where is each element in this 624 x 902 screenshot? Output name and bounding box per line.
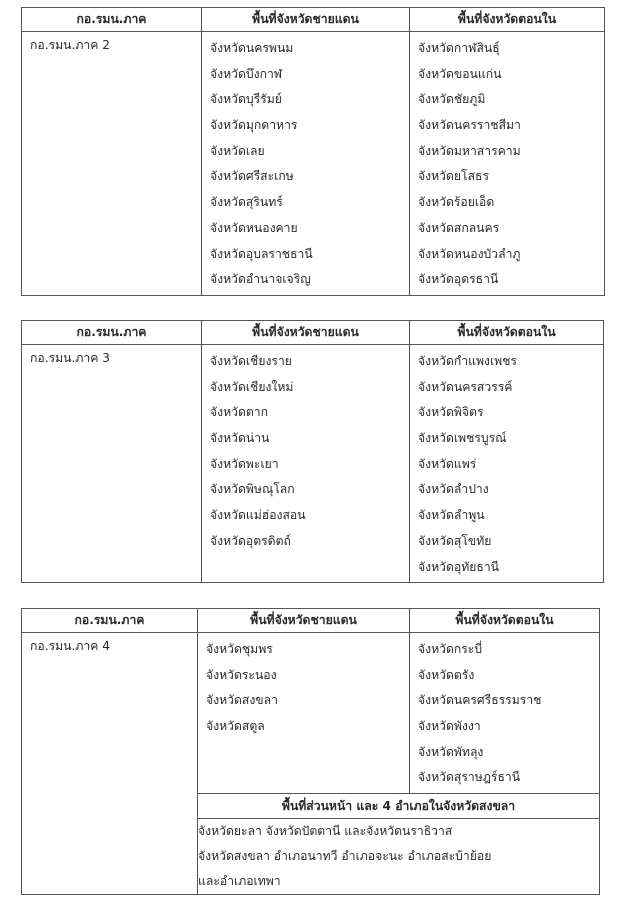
region-2-table [21, 7, 605, 296]
list-item: จังหวัดแม่ฮ่องสอน [210, 508, 306, 523]
inner-province-list [410, 32, 605, 296]
list-item: จังหวัดยโสธร [418, 169, 489, 184]
list-item: จังหวัดนครราชสีมา [418, 118, 521, 133]
header-region: กอ.รมน.ภาค [22, 609, 198, 633]
list-item: จังหวัดเชียงใหม่ [210, 379, 294, 394]
list-item: จังหวัดเลย [210, 143, 265, 158]
list-item: จังหวัดหนองคาย [210, 220, 298, 235]
border-province-list [198, 633, 410, 794]
list-item: จังหวัดตรัง [418, 667, 475, 682]
region-4-table [21, 608, 600, 895]
list-item: จังหวัดพะเยา [210, 456, 279, 471]
border-province-list [202, 32, 410, 296]
table-row [22, 32, 605, 296]
list-item: จังหวัดสตูล [206, 719, 265, 734]
list-item: จังหวัดระนอง [206, 667, 277, 682]
header-border-provinces: พื้นที่จังหวัดชายแดน [202, 321, 410, 345]
list-item: จังหวัดตาก [210, 405, 269, 420]
list-item: จังหวัดสุรินทร์ [210, 195, 283, 210]
list-item: จังหวัดขอนแก่น [418, 66, 502, 81]
region-name: กอ.รมน.ภาค 3 [22, 345, 202, 583]
list-item: จังหวัดพังงา [418, 719, 481, 734]
region-3-table [21, 320, 604, 583]
list-item: จังหวัดสงขลา อำเภอนาทวี อำเภอจะนะ อำเภอสะบ้าย้อย [198, 849, 492, 864]
list-item: จังหวัดนครสวรรค์ [418, 379, 513, 394]
header-inner-provinces: พื้นที่จังหวัดตอนใน [410, 609, 600, 633]
list-item: จังหวัดแพร่ [418, 456, 477, 471]
list-item: จังหวัดเชียงราย [210, 354, 292, 368]
list-item: และอำเภอเทพา [198, 874, 281, 889]
inner-province-list [410, 345, 604, 583]
table-header-row [22, 609, 600, 633]
inner-province-list [410, 633, 600, 794]
list-item: จังหวัดบึงกาฬ [210, 66, 283, 81]
list-item: จังหวัดอุตรดิตถ์ [210, 533, 291, 548]
list-item: จังหวัดบุรีรัมย์ [210, 92, 282, 107]
header-inner-provinces: พื้นที่จังหวัดตอนใน [410, 8, 605, 32]
list-item: จังหวัดมุกดาหาร [210, 118, 298, 133]
table-row [22, 633, 600, 794]
table-header-row [22, 8, 605, 32]
list-item: จังหวัดลำพูน [418, 508, 485, 523]
list-item: จังหวัดน่าน [210, 431, 270, 446]
header-border-provinces: พื้นที่จังหวัดชายแดน [202, 8, 410, 32]
list-item: จังหวัดนครพนม [210, 41, 294, 55]
list-item: จังหวัดกำแพงเพชร [418, 354, 517, 368]
table-header-row [22, 321, 604, 345]
sub-heading: พื้นที่ส่วนหน้า และ 4 อำเภอในจังหวัดสงขลา [198, 794, 600, 819]
list-item: จังหวัดพิจิตร [418, 405, 484, 420]
header-region: กอ.รมน.ภาค [22, 321, 202, 345]
list-item: จังหวัดกาฬสินธุ์ [418, 41, 500, 55]
list-item: จังหวัดหนองบัวลำภู [418, 246, 521, 261]
list-item: จังหวัดอุทัยธานี [418, 559, 499, 574]
list-item: จังหวัดมหาสารคาม [418, 143, 521, 158]
list-item: จังหวัดสกลนคร [418, 220, 500, 235]
list-item: จังหวัดสุราษฎร์ธานี [418, 770, 521, 785]
list-item: จังหวัดพัทลุง [418, 744, 484, 759]
region-name: กอ.รมน.ภาค 4 [22, 633, 198, 895]
list-item: จังหวัดนครศรีธรรมราช [418, 693, 542, 708]
list-item: จังหวัดกระบี่ [418, 642, 483, 656]
header-border-provinces: พื้นที่จังหวัดชายแดน [198, 609, 410, 633]
table-row [22, 345, 604, 583]
header-region: กอ.รมน.ภาค [22, 8, 202, 32]
list-item: จังหวัดพิษณุโลก [210, 482, 295, 497]
list-item: จังหวัดศรีสะเกษ [210, 169, 294, 184]
notes-list [198, 819, 600, 895]
list-item: จังหวัดร้อยเอ็ด [418, 195, 495, 210]
list-item: จังหวัดชุมพร [206, 642, 273, 656]
list-item: จังหวัดอุบลราชธานี [210, 246, 313, 261]
region-name: กอ.รมน.ภาค 2 [22, 32, 202, 296]
list-item: จังหวัดเพชรบูรณ์ [418, 431, 507, 446]
list-item: จังหวัดสงขลา [206, 693, 278, 708]
list-item: จังหวัดอุดรธานี [418, 272, 499, 287]
list-item: จังหวัดลำปาง [418, 482, 489, 497]
list-item: จังหวัดอำนาจเจริญ [210, 272, 311, 287]
list-item: จังหวัดชัยภูมิ [418, 92, 486, 107]
list-item: จังหวัดสุโขทัย [418, 533, 492, 548]
border-province-list [202, 345, 410, 583]
header-inner-provinces: พื้นที่จังหวัดตอนใน [410, 321, 604, 345]
list-item: จังหวัดยะลา จังหวัดปัตตานี และจังหวัดนราธิวาส [198, 824, 453, 839]
